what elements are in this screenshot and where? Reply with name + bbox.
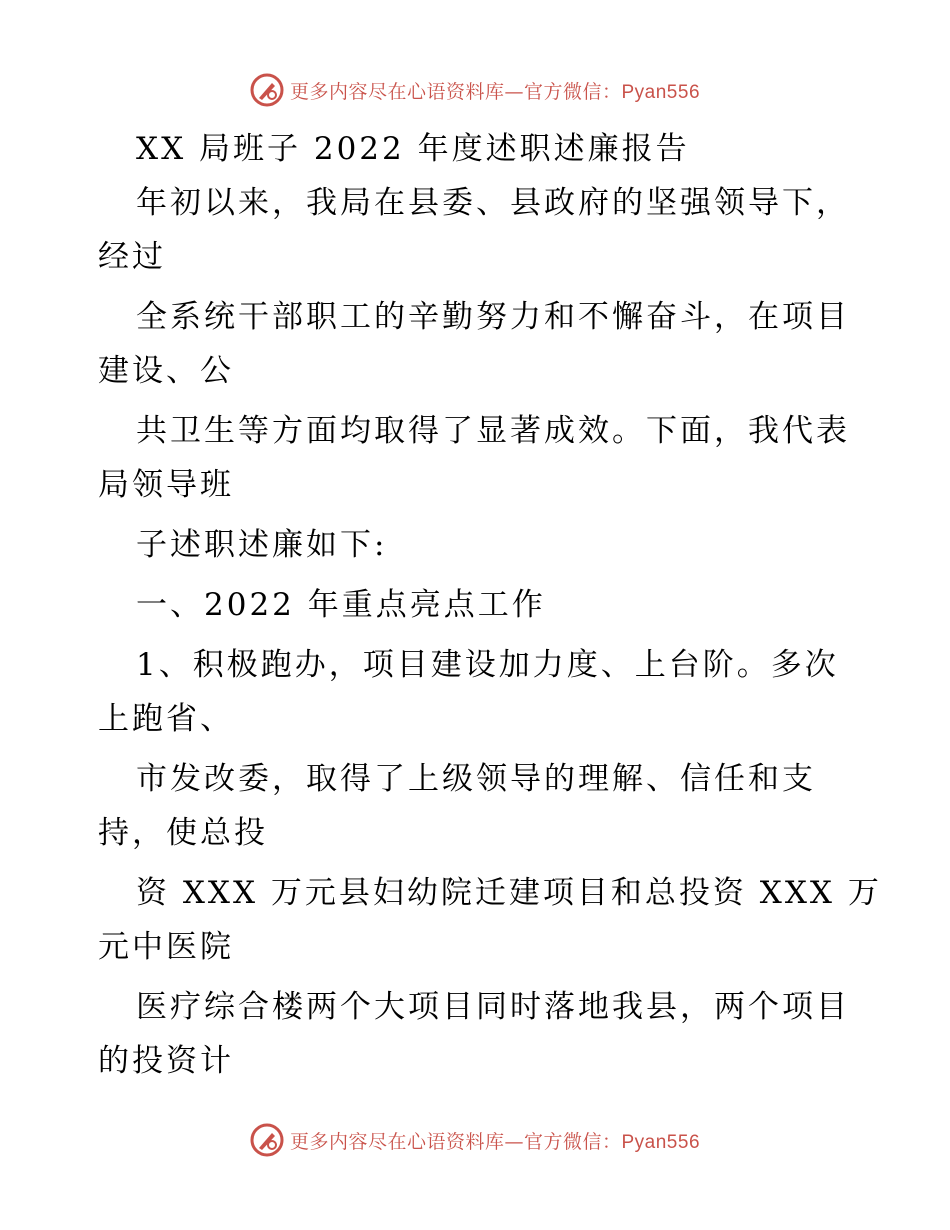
watermark-banner-top	[0, 68, 950, 112]
paragraph	[98, 638, 858, 746]
pen-logo-icon	[250, 73, 284, 107]
pen-logo-icon	[250, 1123, 284, 1157]
paragraph	[98, 404, 858, 512]
paragraph	[98, 752, 858, 860]
paragraph-line: 1、积极跑办，项目建设加力度、上台阶。多次	[136, 647, 839, 683]
paragraph-line: 共卫生等方面均取得了显著成效。下面，我代表	[136, 413, 850, 449]
paragraph	[98, 176, 858, 284]
paragraph	[98, 290, 858, 398]
paragraph-line: 全系统干部职工的辛勤努力和不懈奋斗，在项目	[136, 299, 850, 335]
watermark-group	[250, 1123, 700, 1157]
paragraph	[98, 980, 858, 1088]
paragraph-line: 局领导班	[98, 467, 234, 503]
watermark-group	[250, 73, 700, 107]
watermark-text: 更多内容尽在心语资料库—官方微信：Pyan556	[289, 1130, 701, 1153]
paragraph-line: 子述职述廉如下:	[136, 527, 388, 563]
paragraph-line: 资 XXX 万元县妇幼院迁建项目和总投资 XXX 万	[136, 875, 882, 911]
paragraph-line: 的投资计	[98, 1043, 234, 1079]
paragraph	[98, 518, 858, 572]
paragraph-line: 年初以来，我局在县委、县政府的坚强领导下，	[136, 185, 850, 221]
paragraph-line: 市发改委，取得了上级领导的理解、信任和支	[136, 761, 816, 797]
document-body	[98, 122, 882, 1094]
section-heading	[98, 578, 858, 632]
document-title: XX 局班子 2022 年度述职述廉报告	[136, 131, 690, 167]
paragraph-line: 建设、公	[98, 353, 234, 389]
paragraph-line: 医疗综合楼两个大项目同时落地我县，两个项目	[136, 989, 850, 1025]
paragraph	[98, 866, 882, 974]
paragraph-line: 持，使总投	[98, 815, 268, 851]
wechat-id: Pyan556	[621, 1131, 701, 1153]
watermark-banner-bottom	[0, 1118, 950, 1162]
paragraph-line: 元中医院	[98, 929, 234, 965]
paragraph-line: 上跑省、	[98, 701, 234, 737]
wechat-id: Pyan556	[621, 81, 701, 103]
paragraph-line: 一、2022 年重点亮点工作	[136, 587, 546, 623]
paragraph-line: 经过	[98, 239, 166, 275]
watermark-text: 更多内容尽在心语资料库—官方微信：Pyan556	[289, 80, 701, 103]
